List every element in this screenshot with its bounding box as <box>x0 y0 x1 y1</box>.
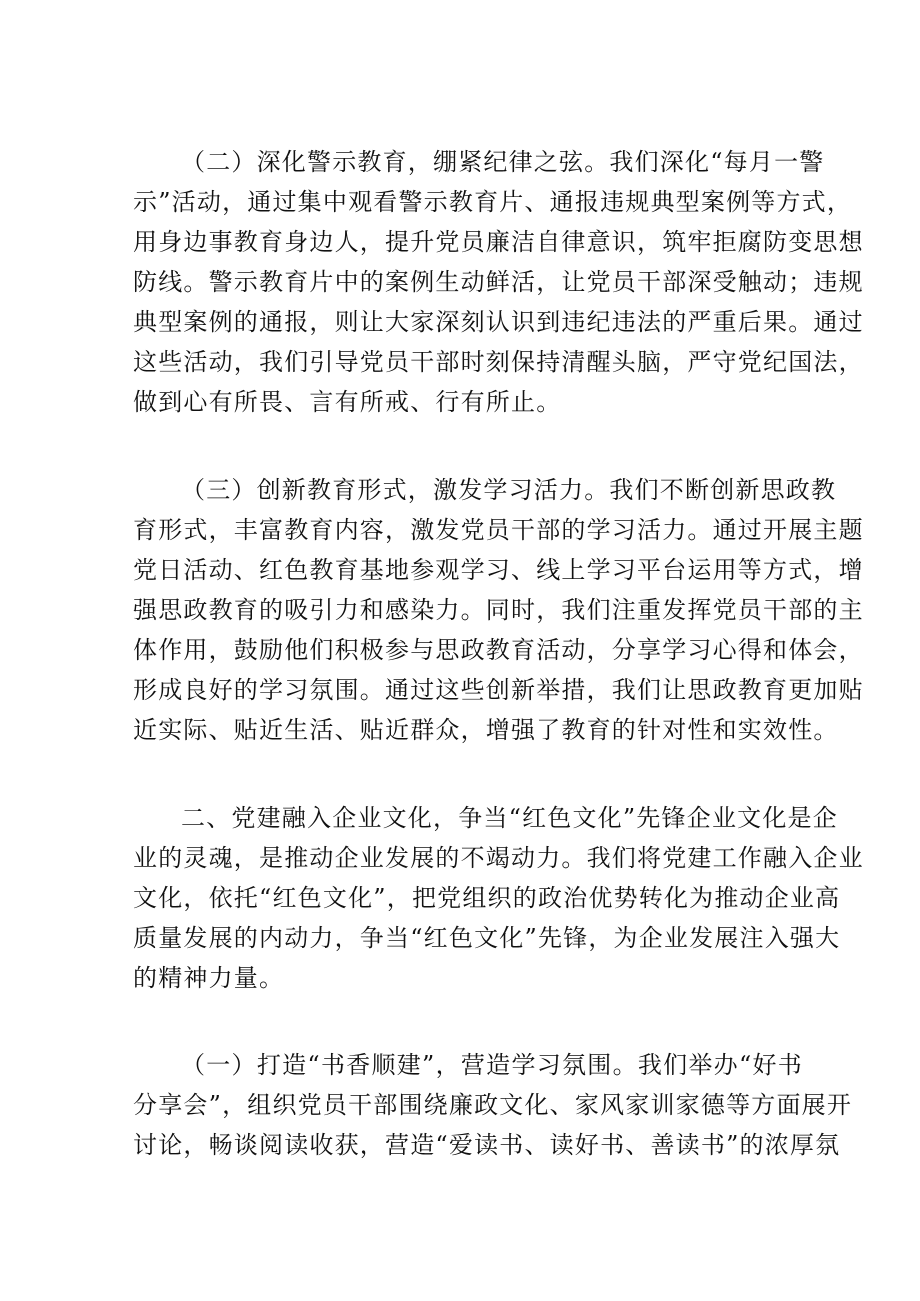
paragraph-line: 文化，依托“红色文化”，把党组织的政治优势转化为推动企业高 <box>133 884 841 912</box>
paragraph-reading-culture <box>133 1045 853 1165</box>
paragraph-line: 示”活动，通过集中观看警示教育片、通报违规典型案例等方式， <box>133 188 853 216</box>
paragraph-line: 讨论，畅谈阅读收获，营造“爱读书、读好书、善读书”的浓厚氛 <box>133 1131 841 1159</box>
paragraph-line: 强思政教育的吸引力和感染力。同时，我们注重发挥党员干部的主 <box>133 596 864 624</box>
paragraph-line: 育形式，丰富教育内容，激发党员干部的学习活力。通过开展主题 <box>133 516 864 544</box>
paragraph-party-building-culture <box>133 798 864 998</box>
paragraph-line: （二）深化警示教育，绷紧纪律之弦。我们深化“每月一警 <box>181 148 825 176</box>
paragraph-line: 业的灵魂，是推动企业发展的不竭动力。我们将党建工作融入企业 <box>133 844 864 872</box>
paragraph-line: （三）创新教育形式，激发学习活力。我们不断创新思政教 <box>181 476 837 504</box>
paragraph-line: 二、党建融入企业文化，争当“红色文化”先锋企业文化是企 <box>181 804 838 832</box>
paragraph-line: 的精神力量。 <box>133 964 285 992</box>
paragraph-line: （一）打造“书香顺建”，营造学习氛围。我们举办“好书 <box>181 1051 803 1079</box>
paragraph-line: 防线。警示教育片中的案例生动鲜活，让党员干部深受触动；违规 <box>133 268 864 296</box>
paragraph-line: 党日活动、红色教育基地参观学习、线上学习平台运用等方式，增 <box>133 556 864 584</box>
paragraph-line: 体作用，鼓励他们积极参与思政教育活动，分享学习心得和体会， <box>133 636 864 664</box>
paragraph-line: 分享会”，组织党员干部围绕廉政文化、家风家训家德等方面展开 <box>133 1091 853 1119</box>
paragraph-line: 质量发展的内动力，争当“红色文化”先锋，为企业发展注入强大 <box>133 924 841 952</box>
paragraph-line: 这些活动，我们引导党员干部时刻保持清醒头脑，严守党纪国法， <box>133 348 864 376</box>
paragraph-line: 近实际、贴近生活、贴近群众，增强了教育的针对性和实效性。 <box>133 716 839 744</box>
paragraph-line: 用身边事教育身边人，提升党员廉洁自律意识，筑牢拒腐防变思想 <box>133 228 864 256</box>
paragraph-innovative-education <box>133 470 864 750</box>
paragraph-line: 形成良好的学习氛围。通过这些创新举措，我们让思政教育更加贴 <box>133 676 864 704</box>
paragraph-warning-education <box>133 142 864 422</box>
paragraph-line: 做到心有所畏、言有所戒、行有所止。 <box>133 388 562 416</box>
paragraph-line: 典型案例的通报，则让大家深刻认识到违纪违法的严重后果。通过 <box>133 308 864 336</box>
